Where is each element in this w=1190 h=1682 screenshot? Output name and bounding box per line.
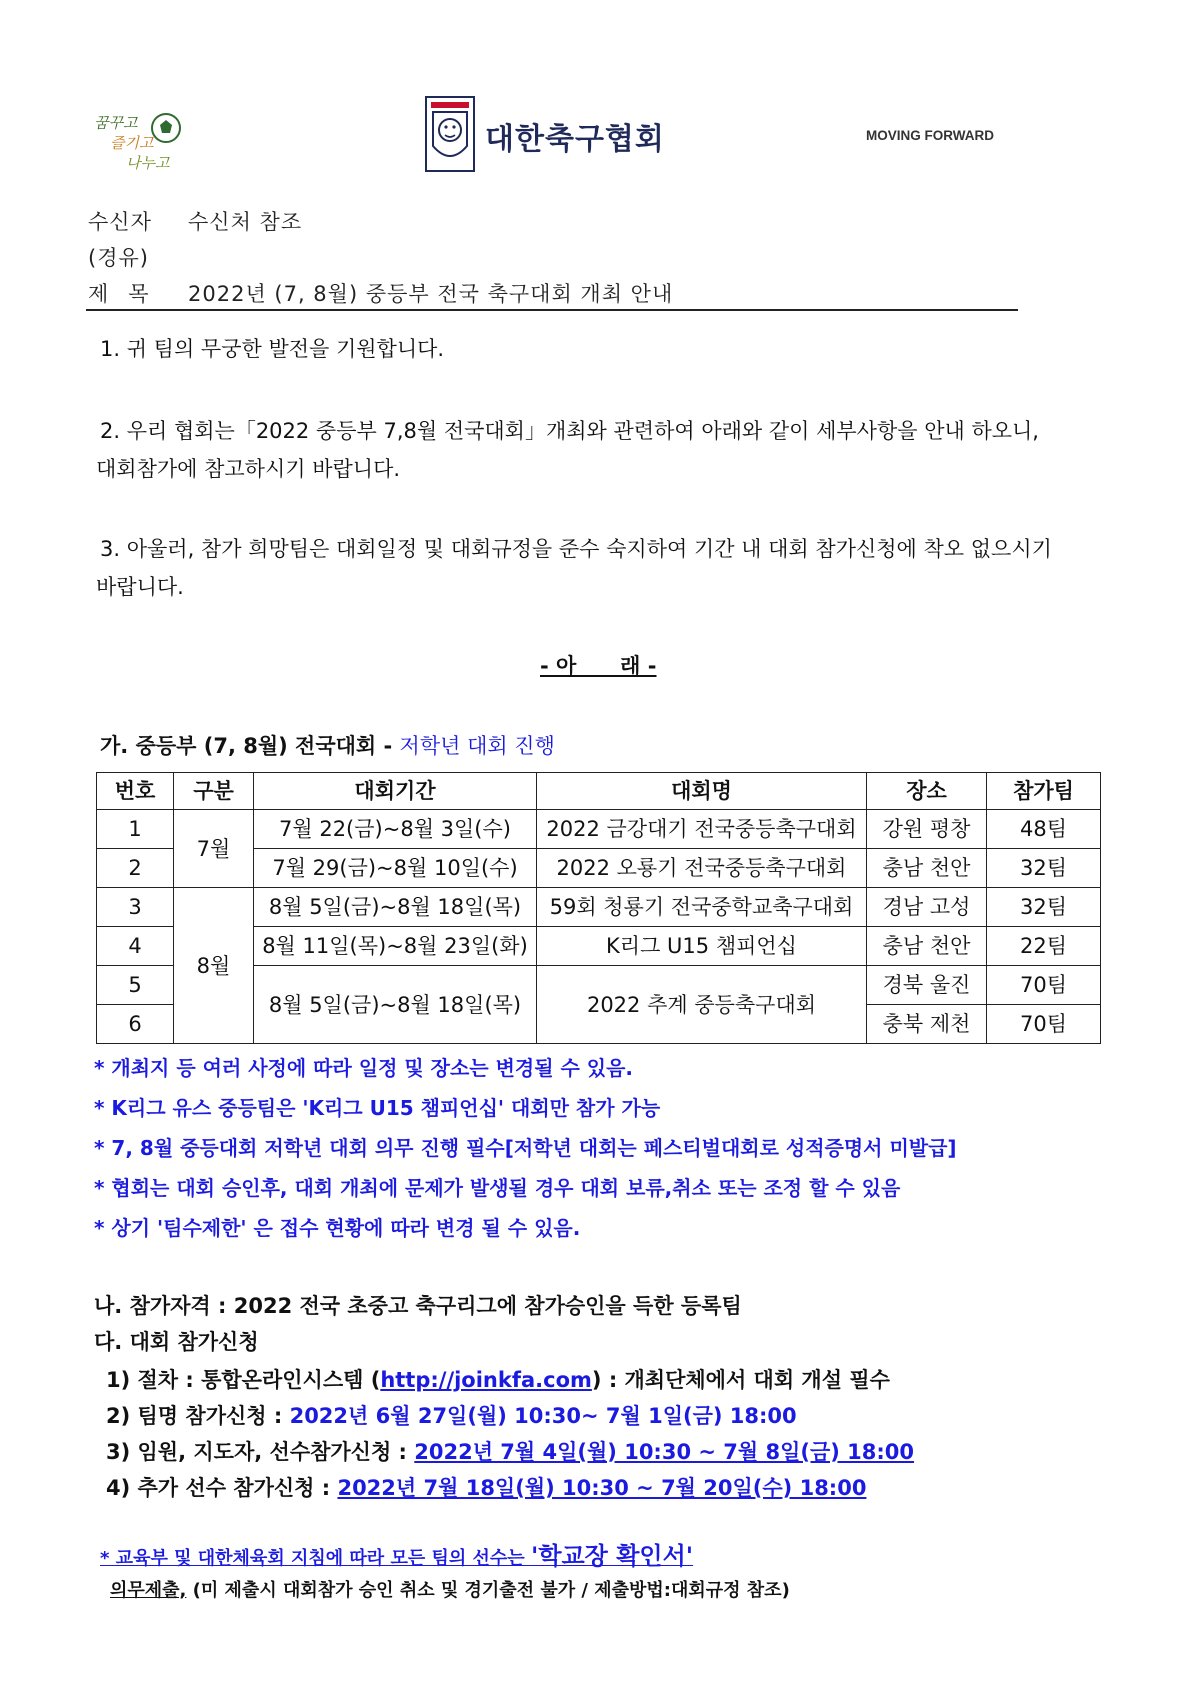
cell-name: 59회 청룡기 전국중학교축구대회 — [537, 888, 867, 927]
cell-period: 8월 5일(금)~8월 18일(목) — [254, 966, 537, 1044]
item-2-period: 2022년 6월 27일(월) 10:30~ 7월 1일(금) 18:00 — [289, 1404, 797, 1428]
joinkfa-link[interactable]: http://joinkfa.com — [380, 1368, 592, 1392]
note-3: * 7, 8월 중등대회 저학년 대회 의무 진행 필수[저학년 대회는 페스티벌대회로 성적증명서 미발급] — [94, 1136, 957, 1160]
cell-teams: 22팀 — [987, 927, 1101, 966]
application-item-1 — [106, 1364, 890, 1394]
item-2-prefix: 2) 팀명 참가신청 : — [106, 1404, 290, 1428]
cell-no: 4 — [97, 927, 174, 966]
item-1-prefix: 1) 절차 : 통합온라인시스템 ( — [106, 1368, 381, 1392]
svg-text:꿈꾸고: 꿈꾸고 — [94, 114, 138, 132]
via-line: (경유) — [88, 246, 149, 270]
cell-name: K리그 U15 챔피언십 — [537, 927, 867, 966]
header-place: 장소 — [867, 773, 987, 810]
cell-period: 8월 5일(금)~8월 18일(목) — [254, 888, 537, 927]
cell-place: 충남 천안 — [867, 849, 987, 888]
campaign-logo — [92, 106, 188, 172]
header-group: 구분 — [174, 773, 254, 810]
cell-place: 경북 울진 — [867, 966, 987, 1005]
note-4: * 협회는 대회 승인후, 대회 개최에 문제가 발생될 경우 대회 보류,취소 또는 조정 할 수 있음 — [94, 1176, 901, 1200]
kfa-logo — [425, 96, 725, 174]
application-item-2 — [106, 1400, 797, 1430]
paragraph-2-line-2: 대회참가에 참고하시기 바랍니다. — [96, 457, 401, 481]
section-ga-highlight: 저학년 대회 진행 — [399, 734, 555, 758]
subject-label: 제목 — [88, 282, 169, 306]
kfa-emblem-icon — [425, 96, 475, 172]
section-ga-title — [100, 730, 555, 760]
paragraph-2 — [96, 412, 1056, 488]
cell-place: 경남 고성 — [867, 888, 987, 927]
header-period: 대회기간 — [254, 773, 537, 810]
recipient-value: 수신처 참조 — [188, 210, 303, 234]
cell-no: 5 — [97, 966, 174, 1005]
subject-value: 2022년 (7, 8월) 중등부 전국 축구대회 개최 안내 — [188, 282, 674, 306]
item-4-prefix: 4) 추가 선수 참가신청 : — [106, 1476, 338, 1500]
paragraph-3-line-2: 바랍니다. — [96, 575, 184, 599]
subject-line — [88, 278, 673, 308]
footnote-line-1 — [100, 1536, 693, 1571]
section-da: 다. 대회 참가신청 — [94, 1330, 259, 1354]
item-3-prefix: 3) 임원, 지도자, 선수참가신청 : — [106, 1440, 415, 1464]
footnote-detail: (미 제출시 대회참가 승인 취소 및 경기출전 불가 / 제출방법:대회규정 참조) — [186, 1580, 790, 1601]
footnote-line-2 — [110, 1576, 790, 1602]
section-marker: - 아 래 - — [540, 654, 657, 678]
recipient-label: 수신자 — [88, 210, 152, 234]
svg-text:즐기고: 즐기고 — [110, 134, 154, 152]
cell-no: 1 — [97, 810, 174, 849]
cell-period: 7월 29(금)~8월 10일(수) — [254, 849, 537, 888]
cell-teams: 32팀 — [987, 888, 1101, 927]
schedule-table — [96, 772, 1101, 1044]
footnote-highlight: '학교장 확인서' — [530, 1542, 694, 1570]
cell-no: 6 — [97, 1005, 174, 1044]
section-na: 나. 참가자격 : 2022 전국 초중고 축구리그에 참가승인을 득한 등록팀 — [94, 1294, 742, 1318]
cell-no: 3 — [97, 888, 174, 927]
table-header-row — [97, 773, 1101, 810]
slogan: MOVING FORWARD — [866, 128, 994, 143]
cell-teams: 70팀 — [987, 1005, 1101, 1044]
cell-no: 2 — [97, 849, 174, 888]
paragraph-3 — [96, 530, 1056, 606]
cell-period: 7월 22(금)~8월 3일(수) — [254, 810, 537, 849]
item-1-suffix: ) : 개최단체에서 대회 개설 필수 — [591, 1368, 890, 1392]
table-row — [97, 810, 1101, 849]
cell-name: 2022 금강대기 전국중등축구대회 — [537, 810, 867, 849]
cell-teams: 32팀 — [987, 849, 1101, 888]
footnote-text: * 교육부 및 대한체육회 지침에 따라 모든 팀의 선수는 — [100, 1548, 531, 1569]
cell-period: 8월 11일(목)~8월 23일(화) — [254, 927, 537, 966]
recipient-line — [88, 206, 302, 236]
note-5: * 상기 '팀수제한' 은 접수 현황에 따라 변경 될 수 있음. — [94, 1216, 581, 1240]
cell-teams: 48팀 — [987, 810, 1101, 849]
item-3-period: 2022년 7월 4일(월) 10:30 ~ 7월 8일(금) 18:00 — [414, 1440, 915, 1464]
header-divider — [86, 309, 1018, 311]
paragraph-2-line-1: 2. 우리 협회는「2022 중등부 7,8월 전국대회」개최와 관련하여 아래와 같이 세부사항을 안내 하오니, — [100, 419, 1039, 443]
svg-text:나누고: 나누고 — [126, 154, 170, 172]
header-name: 대회명 — [537, 773, 867, 810]
note-2: * K리그 유스 중등팀은 'K리그 U15 챔피언십' 대회만 참가 가능 — [94, 1096, 661, 1120]
header-teams: 참가팀 — [987, 773, 1101, 810]
note-1: * 개최지 등 여러 사정에 따라 일정 및 장소는 변경될 수 있음. — [94, 1056, 634, 1080]
cell-name: 2022 오룡기 전국중등축구대회 — [537, 849, 867, 888]
paragraph-1: 1. 귀 팀의 무궁한 발전을 기원합니다. — [100, 337, 445, 361]
footnote-mandatory: 의무제출, — [110, 1580, 187, 1601]
cell-place: 충북 제천 — [867, 1005, 987, 1044]
header-no: 번호 — [97, 773, 174, 810]
section-ga-label: 가. 중등부 (7, 8월) 전국대회 - — [100, 734, 400, 758]
table-row — [97, 888, 1101, 927]
cell-place: 충남 천안 — [867, 927, 987, 966]
org-name: 대한축구협회 — [485, 122, 665, 157]
item-4-period: 2022년 7월 18일(월) 10:30 ~ 7월 20일(수) 18:00 — [337, 1476, 867, 1500]
application-item-3 — [106, 1436, 914, 1466]
cell-place: 강원 평창 — [867, 810, 987, 849]
application-item-4 — [106, 1472, 866, 1502]
cell-name: 2022 추계 중등축구대회 — [537, 966, 867, 1044]
cell-teams: 70팀 — [987, 966, 1101, 1005]
cell-group-august: 8월 — [174, 888, 254, 1044]
cell-group-july: 7월 — [174, 810, 254, 888]
paragraph-3-line-1: 3. 아울러, 참가 희망팀은 대회일정 및 대회규정을 준수 숙지하여 기간 내 대회 참가신청에 착오 없으시기 — [100, 537, 1052, 561]
